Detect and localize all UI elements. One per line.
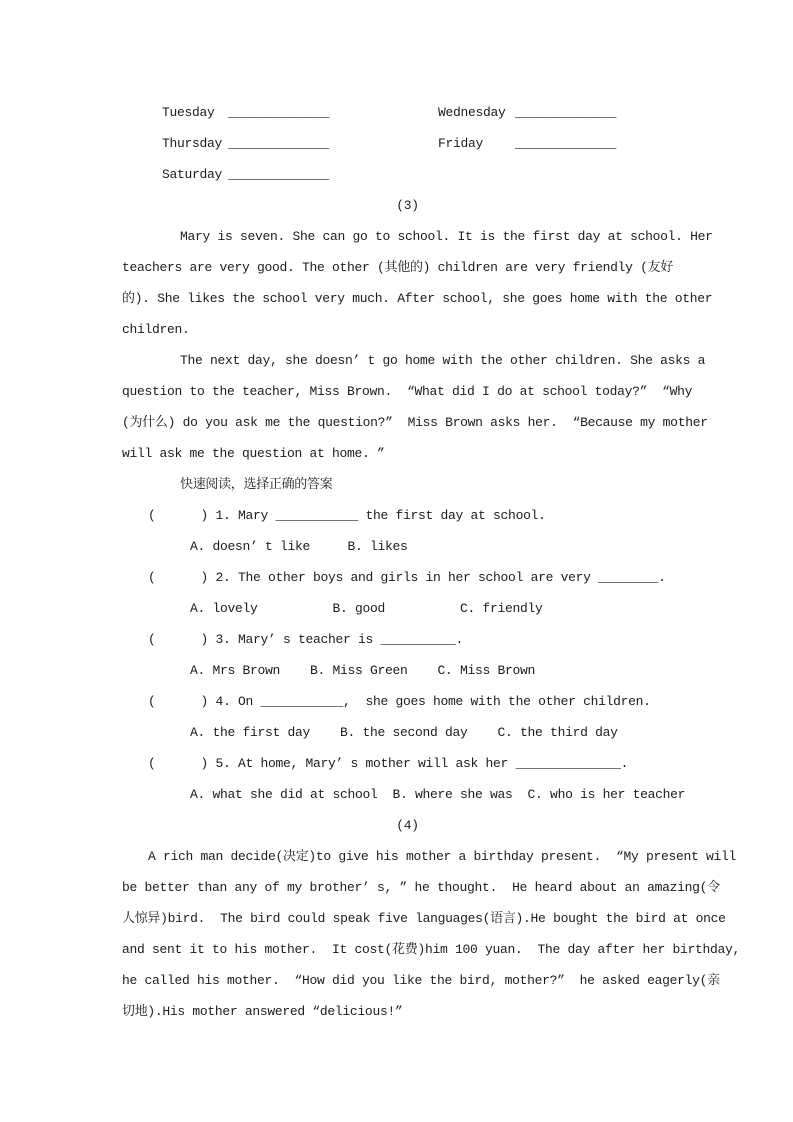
day-cell xyxy=(162,159,438,190)
fill-in-blank: _____________ xyxy=(228,105,330,120)
question-stem: ( ) 5. At home, Mary’ s mother will ask her ______________. xyxy=(148,756,629,771)
section-4-heading: (4) xyxy=(396,818,419,833)
passage-line: and sent it to his mother. It cost(花费)him 100 yuan. The day after her birthday, xyxy=(122,942,741,957)
instruction-line: 快速阅读，选择正确的答案 xyxy=(180,477,333,492)
section-3-heading: (3) xyxy=(396,198,419,213)
passage-line: he called his mother. “How did you like the bird, mother?” he asked eagerly(亲 xyxy=(122,973,720,988)
passage-line: The next day, she doesn’ t go home with the other children. She asks a xyxy=(180,353,706,368)
fill-in-blank: _____________ xyxy=(515,136,617,151)
passage-line: will ask me the question at home. ” xyxy=(122,446,385,461)
day-label: Saturday xyxy=(162,167,223,182)
question-options: A. the first day B. the second day C. the third day xyxy=(190,725,618,740)
day-label xyxy=(438,159,515,190)
fill-in-blank: _____________ xyxy=(228,136,330,151)
passage-line: A rich man decide(决定)to give his mother a birthday present. “My present will xyxy=(148,849,736,864)
fill-in-blank: _____________ xyxy=(228,167,330,182)
question-stem: ( ) 3. Mary’ s teacher is __________. xyxy=(148,632,464,647)
passage-line: Mary is seven. She can go to school. It is the first day at school. Her xyxy=(180,229,713,244)
passage-line: (为什么) do you ask me the question?” Miss Brown asks her. “Because my mother xyxy=(122,415,708,430)
day-cell xyxy=(162,97,438,128)
day-fill-row xyxy=(122,128,753,159)
day-label: Thursday xyxy=(162,136,223,151)
day-cell xyxy=(162,128,438,159)
passage-line: 人惊异)bird. The bird could speak five languages(语言).He bought the bird at once xyxy=(122,911,726,926)
question-stem: ( ) 2. The other boys and girls in her school are very ________. xyxy=(148,570,666,585)
day-fill-row xyxy=(122,159,753,190)
question-options: A. doesn’ t like B. likes xyxy=(190,539,408,554)
question-stem: ( ) 1. Mary ___________ the first day at school. xyxy=(148,508,546,523)
fill-in-blank: _____________ xyxy=(515,105,617,120)
day-cell xyxy=(438,159,753,190)
passage-line: be better than any of my brother’ s, ” he thought. He heard about an amazing(令 xyxy=(122,880,720,895)
day-fill-row xyxy=(122,97,753,128)
passage-line: children. xyxy=(122,322,190,337)
day-cell xyxy=(438,128,753,159)
question-stem: ( ) 4. On ___________, she goes home with the other children. xyxy=(148,694,651,709)
question-options: A. Mrs Brown B. Miss Green C. Miss Brown xyxy=(190,663,536,678)
passage-line: 的). She likes the school very much. After school, she goes home with the other xyxy=(122,291,713,306)
day-cell xyxy=(438,97,753,128)
question-options: A. what she did at school B. where she was C. who is her teacher xyxy=(190,787,686,802)
passage-line: teachers are very good. The other (其他的) children are very friendly (友好 xyxy=(122,260,674,275)
day-label: Friday xyxy=(438,136,484,151)
passage-line: 切地).His mother answered “delicious!” xyxy=(122,1004,403,1019)
passage-line: question to the teacher, Miss Brown. “What did I do at school today?” “Why xyxy=(122,384,693,399)
day-label: Wednesday xyxy=(438,105,506,120)
question-options: A. lovely B. good C. friendly xyxy=(190,601,543,616)
day-label: Tuesday xyxy=(162,105,215,120)
